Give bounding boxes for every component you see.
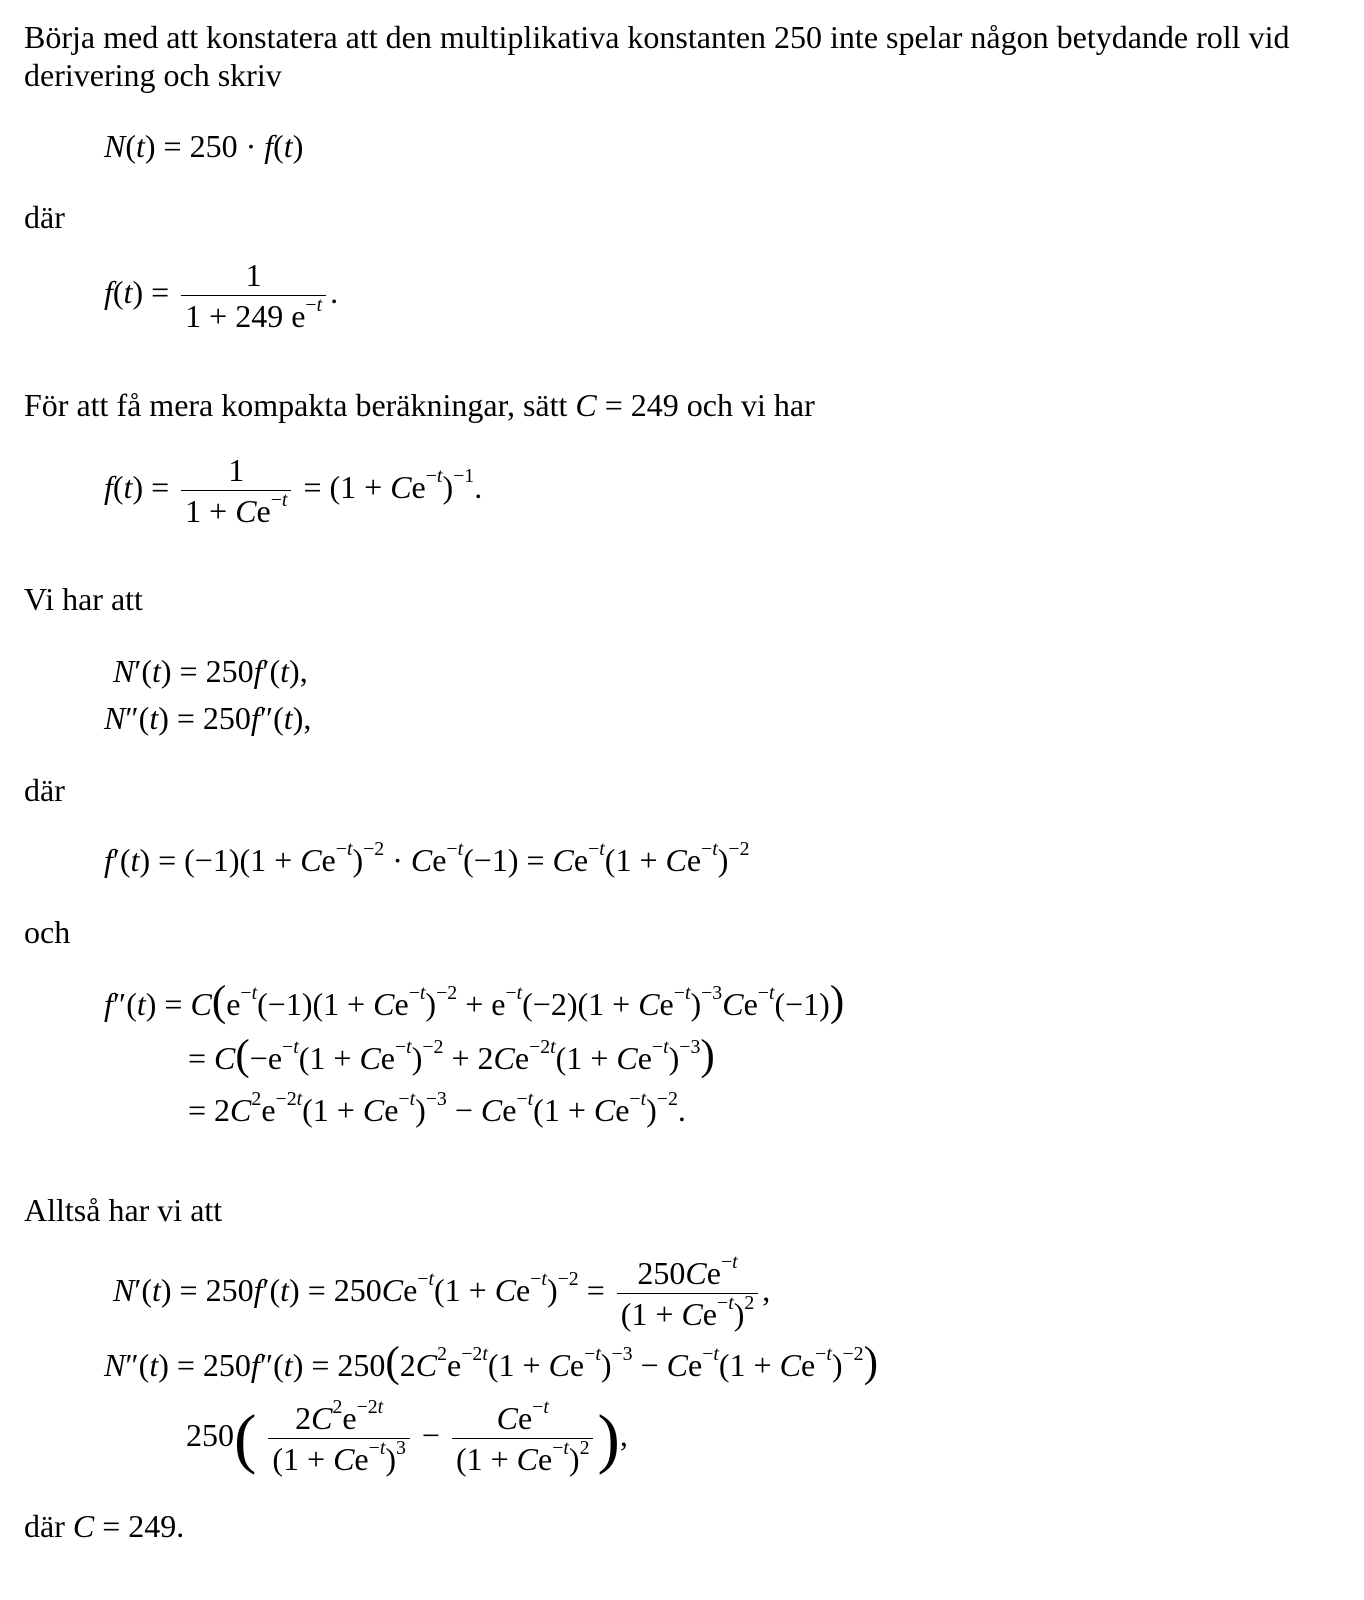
compact-text-c: C: [575, 387, 597, 423]
equation-N-double-prime: N″(t) = 250f″(t),: [104, 700, 312, 736]
final-text-after: = 249.: [94, 1508, 185, 1544]
intro-paragraph: Börja med att konstatera att den multiplikativa konstanten 250 inte spelar någon betydande roll vid derivering och skriv: [24, 19, 1290, 93]
text-dar-1: där: [24, 199, 65, 235]
equation-f-double-prime-line-2: = $C(-e^{-t}(1 + Ce^{-t})^{-2} + 2Ce^{-2t}(1 + Ce^{-t})^{-3})$: [188, 1032, 715, 1079]
final-text-c: C: [72, 1508, 95, 1544]
equation-f-definition: f(t) = $\frac{1}{1 + 249 e^{-t}}$ .: [104, 257, 339, 334]
equation-N-double-prime-final-line-2: 250( $\frac{2C^2e^{-2t}}{(1 + Ce^{-t})^3}$ − $\frac{Ce^{-t}}{(1 + Ce^{-t})^2}$ ),: [186, 1396, 628, 1477]
text-och: och: [24, 914, 71, 950]
equation-f-prime: $f'(t) = (-1)(1 + Ce^{-t})^{-2} \cdot Ce^{-t}(-1) = Ce^{-t}(1 + Ce^{-t})^{-2}$: [104, 838, 750, 878]
final-text-before: där: [24, 1508, 65, 1544]
text-dar-2: där: [24, 772, 65, 808]
equation-f-double-prime-line-1: $f''(t) = C(e^{-t}(-1)(1 + Ce^{-t})^{-2} + e^{-t}(-2)(1 + Ce^{-t})^{-3}Ce^{-t}(-1))$: [104, 978, 845, 1025]
compact-paragraph: [24, 386, 1344, 424]
equation-f-double-prime-line-3: = $2C^2e^{-2t}(1 + Ce^{-t})^{-3} - Ce^{-t}(1 + Ce^{-t})^{-2}$.: [188, 1088, 686, 1128]
text-vi-har-att: Vi har att: [24, 581, 143, 617]
compact-text-before: För att få mera kompakta beräkningar, sätt: [24, 387, 568, 423]
compact-text-after: = 249 och vi har: [596, 387, 815, 423]
fraction-N-prime: $\frac{250Ce^{-t}}{(1 + Ce^{-t})^2}$: [617, 1253, 759, 1334]
equation-N-prime: N′(t) = 250f′(t),: [113, 653, 308, 689]
equation-f-compact: f(t) = $\frac{1}{1 + Ce^{-t}}$ = $(1 + Ce^{-t})^{-1}$.: [104, 452, 483, 529]
fraction-term-1: $\frac{2C^2e^{-2t}}{(1 + Ce^{-t})^3}$: [268, 1398, 410, 1479]
equation-N-prime-final: $N'(t) = 250f'(t) = 250Ce^{-t}(1 + Ce^{-t})^{-2}$ = $\frac{250Ce^{-t}}{(1 + Ce^{-t})^2}$ ,: [113, 1251, 771, 1332]
text-alltsa: Alltså har vi att: [24, 1192, 223, 1228]
equation-N-double-prime-final-line-1: $N''(t) = 250f''(t) = 250(2C^2e^{-2t}(1 + Ce^{-t})^{-3} - Ce^{-t}(1 + Ce^{-t})^{-2})$: [104, 1339, 878, 1386]
fraction-f: $\frac{1}{1 + 249 e^{-t}}$: [181, 255, 326, 336]
final-paragraph: [24, 1507, 1344, 1545]
equation-N-definition: N(t) = 250 · f(t): [104, 128, 304, 164]
fraction-term-2: $\frac{Ce^{-t}}{(1 + Ce^{-t})^2}$: [452, 1398, 594, 1479]
fraction-f-compact: $\frac{1}{1 + Ce^{-t}}$: [181, 450, 291, 531]
